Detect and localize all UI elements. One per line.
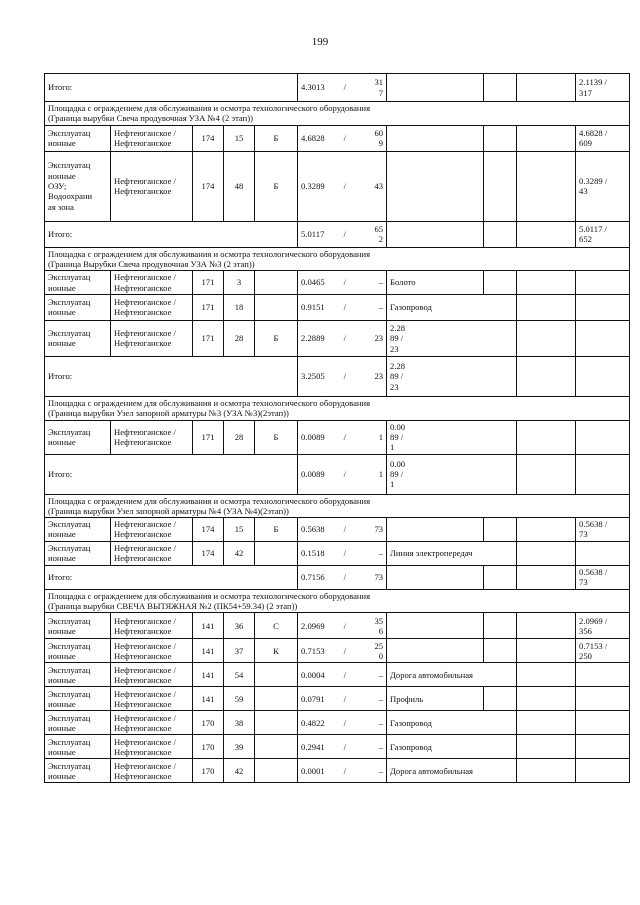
area-separator: / <box>343 228 346 239</box>
area-value: 0.0089 <box>301 431 325 442</box>
area-volume: 1 <box>378 468 384 479</box>
area-cell <box>298 420 387 454</box>
forestry-cell: Нефтеюганское / Нефтеюганское <box>111 125 193 151</box>
section-title <box>45 494 630 518</box>
empty-cell <box>517 518 576 542</box>
empty-cell <box>517 735 576 759</box>
area-value: 0.1518 <box>301 548 325 559</box>
area-cell <box>298 639 387 663</box>
page-number: 199 <box>311 36 329 48</box>
area-volume: 60 9 <box>374 127 384 149</box>
table-row <box>45 420 630 454</box>
area-cell <box>298 565 387 589</box>
area-cell <box>298 687 387 711</box>
category-cell <box>255 294 298 320</box>
area-volume: 1 <box>378 431 384 442</box>
quarter-cell: 171 <box>193 271 224 295</box>
volume-total-cell: 0.5638 / 73 <box>576 565 630 589</box>
area-cell <box>298 613 387 639</box>
area-cell <box>298 221 387 247</box>
area-separator: / <box>343 82 347 93</box>
table-row <box>45 613 630 639</box>
allotment-cell: 39 <box>224 735 255 759</box>
category-cell: Б <box>255 125 298 151</box>
section-title-line: (Граница вырубки Свеча продувочная УЗА №4 (2 этап)) <box>48 113 253 124</box>
land-category-cell: Эксплуатац ионные <box>45 759 111 783</box>
object-cell <box>387 151 484 221</box>
object-cell: 2.28 89 / 23 <box>387 356 517 396</box>
object-cell: Болото <box>387 271 484 295</box>
quarter-cell: 171 <box>193 320 224 356</box>
empty-cell <box>484 687 517 711</box>
empty-cell <box>484 151 517 221</box>
allotment-cell: 15 <box>224 518 255 542</box>
category-cell <box>255 759 298 783</box>
category-cell <box>255 663 298 687</box>
empty-cell <box>517 271 576 295</box>
forestry-cell: Нефтеюганское / Нефтеюганское <box>111 663 193 687</box>
category-cell <box>255 711 298 735</box>
object-cell <box>387 639 484 663</box>
area-separator: / <box>343 717 347 728</box>
area-value: 2.0969 <box>301 620 325 631</box>
section-title <box>45 247 630 271</box>
table-row <box>45 518 630 542</box>
area-volume: – <box>378 277 384 288</box>
empty-cell <box>484 74 517 102</box>
area-separator: / <box>343 524 347 535</box>
section-title <box>45 102 630 126</box>
category-cell: С <box>255 613 298 639</box>
forestry-cell: Нефтеюганское / Нефтеюганское <box>111 639 193 663</box>
table-row <box>45 125 630 151</box>
volume-total-cell <box>576 454 630 494</box>
table-row <box>45 541 630 565</box>
quarter-cell: 170 <box>193 735 224 759</box>
area-cell <box>298 759 387 783</box>
area-cell <box>298 125 387 151</box>
allotment-cell: 15 <box>224 125 255 151</box>
forestry-cell: Нефтеюганское / Нефтеюганское <box>111 294 193 320</box>
area-separator: / <box>343 431 347 442</box>
area-volume: 73 <box>374 572 384 583</box>
total-label: Итого: <box>45 356 298 396</box>
area-value: 0.0001 <box>301 765 325 776</box>
object-cell: Газопровод <box>387 294 517 320</box>
section-title-line: Площадка с ограждением для обслуживания и осмотра технологического оборудования <box>48 397 371 408</box>
section-title-line: Площадка с ограждением для обслуживания и осмотра технологического оборудования <box>48 248 371 259</box>
forest-area-table <box>44 73 630 783</box>
forestry-cell: Нефтеюганское / Нефтеюганское <box>111 518 193 542</box>
area-value: 0.0089 <box>301 468 325 479</box>
object-cell <box>387 613 484 639</box>
category-cell <box>255 735 298 759</box>
area-separator: / <box>343 333 347 344</box>
quarter-cell: 171 <box>193 294 224 320</box>
volume-total-cell <box>576 294 630 320</box>
area-value: 4.6828 <box>301 132 325 143</box>
table-row <box>45 687 630 711</box>
category-cell: К <box>255 639 298 663</box>
empty-cell <box>517 541 576 565</box>
empty-cell <box>517 221 576 247</box>
quarter-cell: 174 <box>193 541 224 565</box>
empty-cell <box>517 613 576 639</box>
allotment-cell: 54 <box>224 663 255 687</box>
empty-cell <box>517 74 576 102</box>
area-value: 0.4822 <box>301 717 325 728</box>
object-cell: Дорога автомобильная <box>387 663 517 687</box>
forestry-cell: Нефтеюганское / Нефтеюганское <box>111 759 193 783</box>
area-separator: / <box>343 132 347 143</box>
table-row <box>45 294 630 320</box>
forestry-cell: Нефтеюганское / Нефтеюганское <box>111 271 193 295</box>
area-separator: / <box>343 277 347 288</box>
volume-total-cell <box>576 420 630 454</box>
object-cell <box>387 565 484 589</box>
category-cell <box>255 541 298 565</box>
table-row <box>45 663 630 687</box>
area-cell <box>298 271 387 295</box>
object-cell: Газопровод <box>387 711 517 735</box>
total-row <box>45 221 630 247</box>
allotment-cell: 42 <box>224 759 255 783</box>
area-separator: / <box>343 669 347 680</box>
section-title-line: (Граница вырубки Узел запорной арматуры №3 (УЗА №3)(2этап)) <box>48 408 289 419</box>
section-title <box>45 396 630 420</box>
forestry-cell: Нефтеюганское / Нефтеюганское <box>111 613 193 639</box>
volume-total-cell: 0.5638 / 73 <box>576 518 630 542</box>
empty-cell <box>484 565 517 589</box>
area-value: 0.0004 <box>301 669 325 680</box>
total-label: Итого: <box>45 454 298 494</box>
area-value: 0.5638 <box>301 524 325 535</box>
area-cell <box>298 663 387 687</box>
volume-total-cell <box>576 687 630 711</box>
section-header-row <box>45 589 630 613</box>
forestry-cell: Нефтеюганское / Нефтеюганское <box>111 687 193 711</box>
quarter-cell: 141 <box>193 613 224 639</box>
area-volume: – <box>378 717 384 728</box>
category-cell: Б <box>255 518 298 542</box>
area-value: 0.9151 <box>301 302 325 313</box>
object-cell: Линия электропередач <box>387 541 517 565</box>
empty-cell <box>517 687 576 711</box>
object-cell <box>387 74 484 102</box>
allotment-cell: 38 <box>224 711 255 735</box>
empty-cell <box>484 613 517 639</box>
area-value: 0.0791 <box>301 693 325 704</box>
empty-cell <box>484 271 517 295</box>
area-cell <box>298 454 387 494</box>
table-row <box>45 151 630 221</box>
section-title-line: Площадка с ограждением для обслуживания и осмотра технологического оборудования <box>48 495 371 506</box>
total-label: Итого: <box>45 74 298 102</box>
section-title-line: (Граница Вырубки Свеча продувочная УЗА №3 (2 этап)) <box>48 258 255 269</box>
area-cell <box>298 518 387 542</box>
forestry-cell: Нефтеюганское / Нефтеюганское <box>111 711 193 735</box>
land-category-cell: Эксплуатац ионные ОЗУ; Водоохрани ая зона <box>45 151 111 221</box>
area-cell <box>298 74 387 102</box>
area-cell <box>298 541 387 565</box>
empty-cell <box>517 356 576 396</box>
land-category-cell: Эксплуатац ионные <box>45 125 111 151</box>
area-separator: / <box>343 741 347 752</box>
empty-cell <box>517 759 576 783</box>
land-category-cell: Эксплуатац ионные <box>45 687 111 711</box>
volume-total-cell <box>576 356 630 396</box>
object-cell: 0.00 89 / 1 <box>387 420 517 454</box>
land-category-cell: Эксплуатац ионные <box>45 294 111 320</box>
quarter-cell: 170 <box>193 759 224 783</box>
quarter-cell: 141 <box>193 687 224 711</box>
land-category-cell: Эксплуатац ионные <box>45 518 111 542</box>
quarter-cell: 174 <box>193 125 224 151</box>
volume-total-cell <box>576 541 630 565</box>
empty-cell <box>517 294 576 320</box>
land-category-cell: Эксплуатац ионные <box>45 541 111 565</box>
table-row <box>45 759 630 783</box>
empty-cell <box>484 639 517 663</box>
object-cell <box>387 518 484 542</box>
empty-cell <box>517 565 576 589</box>
volume-total-cell <box>576 735 630 759</box>
table-row <box>45 711 630 735</box>
total-row <box>45 565 630 589</box>
total-label: Итого: <box>45 221 298 247</box>
section-title-line: (Граница вырубки Узел запорной арматуры №4 (УЗА №4)(2этап)) <box>48 505 289 516</box>
category-cell <box>255 687 298 711</box>
section-title-line: (Граница вырубки СВЕЧА ВЫТЯЖНАЯ №2 (ПК54+59.34) (2 этап)) <box>48 601 298 612</box>
forestry-cell: Нефтеюганское / Нефтеюганское <box>111 735 193 759</box>
table-row <box>45 271 630 295</box>
quarter-cell: 174 <box>193 151 224 221</box>
volume-total-cell <box>576 271 630 295</box>
area-value: 2.2889 <box>301 333 325 344</box>
land-category-cell: Эксплуатац ионные <box>45 271 111 295</box>
forestry-cell: Нефтеюганское / Нефтеюганское <box>111 420 193 454</box>
area-volume: – <box>378 548 384 559</box>
area-value: 5.0117 <box>301 228 325 239</box>
empty-cell <box>484 125 517 151</box>
volume-total-cell <box>576 663 630 687</box>
volume-total-cell: 0.7153 / 250 <box>576 639 630 663</box>
empty-cell <box>517 711 576 735</box>
area-separator: / <box>343 371 347 382</box>
empty-cell <box>484 221 517 247</box>
area-separator: / <box>343 302 347 313</box>
empty-cell <box>517 663 576 687</box>
empty-cell <box>517 125 576 151</box>
area-volume: – <box>378 302 384 313</box>
area-separator: / <box>343 765 347 776</box>
area-volume: – <box>378 765 384 776</box>
section-header-row <box>45 396 630 420</box>
empty-cell <box>517 151 576 221</box>
area-separator: / <box>343 645 347 656</box>
quarter-cell: 171 <box>193 420 224 454</box>
quarter-cell: 170 <box>193 711 224 735</box>
volume-total-cell <box>576 711 630 735</box>
area-cell <box>298 356 387 396</box>
forestry-cell: Нефтеюганское / Нефтеюганское <box>111 151 193 221</box>
land-category-cell: Эксплуатац ионные <box>45 663 111 687</box>
area-separator: / <box>343 180 347 191</box>
total-row <box>45 454 630 494</box>
section-header-row <box>45 102 630 126</box>
area-separator: / <box>343 572 347 583</box>
section-title-line: Площадка с ограждением для обслуживания и осмотра технологического оборудования <box>48 590 371 601</box>
object-cell: Дорога автомобильная <box>387 759 517 783</box>
area-value: 3.2505 <box>301 371 325 382</box>
area-value: 0.7156 <box>301 572 325 583</box>
table-row <box>45 735 630 759</box>
object-cell: 0.00 89 / 1 <box>387 454 517 494</box>
category-cell: Б <box>255 320 298 356</box>
quarter-cell: 174 <box>193 518 224 542</box>
object-cell: 2.28 89 / 23 <box>387 320 517 356</box>
area-value: 0.0465 <box>301 277 325 288</box>
area-value: 4.3013 <box>301 82 325 93</box>
object-cell: Профиль <box>387 687 484 711</box>
allotment-cell: 59 <box>224 687 255 711</box>
object-cell: Газопровод <box>387 735 517 759</box>
area-volume: 73 <box>374 524 384 535</box>
quarter-cell: 141 <box>193 663 224 687</box>
area-volume: 23 <box>374 371 384 382</box>
area-separator: / <box>343 693 347 704</box>
area-separator: / <box>343 468 347 479</box>
allotment-cell: 42 <box>224 541 255 565</box>
area-volume: 31 7 <box>374 77 384 98</box>
area-value: 0.3289 <box>301 180 325 191</box>
area-volume: – <box>378 693 384 704</box>
land-category-cell: Эксплуатац ионные <box>45 613 111 639</box>
volume-total-cell <box>576 759 630 783</box>
forestry-cell: Нефтеюганское / Нефтеюганское <box>111 541 193 565</box>
empty-cell <box>517 420 576 454</box>
empty-cell <box>517 320 576 356</box>
table-row <box>45 639 630 663</box>
area-separator: / <box>343 620 347 631</box>
section-header-row <box>45 494 630 518</box>
total-row <box>45 356 630 396</box>
land-category-cell: Эксплуатац ионные <box>45 420 111 454</box>
empty-cell <box>484 518 517 542</box>
allotment-cell: 3 <box>224 271 255 295</box>
section-title-line: Площадка с ограждением для обслуживания и осмотра технологического оборудования <box>48 103 371 113</box>
category-cell: Б <box>255 151 298 221</box>
category-cell <box>255 271 298 295</box>
area-volume: 23 <box>374 333 384 344</box>
object-cell <box>387 125 484 151</box>
allotment-cell: 28 <box>224 320 255 356</box>
land-category-cell: Эксплуатац ионные <box>45 639 111 663</box>
allotment-cell: 37 <box>224 639 255 663</box>
land-category-cell: Эксплуатац ионные <box>45 711 111 735</box>
allotment-cell: 36 <box>224 613 255 639</box>
empty-cell <box>517 454 576 494</box>
empty-cell <box>517 639 576 663</box>
area-volume: 25 0 <box>374 640 384 661</box>
section-title <box>45 589 630 613</box>
land-category-cell: Эксплуатац ионные <box>45 320 111 356</box>
area-separator: / <box>343 548 347 559</box>
area-volume: 35 6 <box>374 615 384 636</box>
area-volume: 43 <box>374 180 384 191</box>
land-category-cell: Эксплуатац ионные <box>45 735 111 759</box>
area-cell <box>298 320 387 356</box>
quarter-cell: 141 <box>193 639 224 663</box>
area-volume: 65 2 <box>374 223 384 245</box>
area-volume: – <box>378 669 384 680</box>
table-row <box>45 320 630 356</box>
area-cell <box>298 294 387 320</box>
area-value: 0.2941 <box>301 741 325 752</box>
table-body <box>45 74 630 783</box>
volume-total-cell: 2.0969 / 356 <box>576 613 630 639</box>
volume-total-cell: 5.0117 / 652 <box>576 221 630 247</box>
volume-total-cell <box>576 320 630 356</box>
volume-total-cell: 0.3289 / 43 <box>576 151 630 221</box>
total-label: Итого: <box>45 565 298 589</box>
allotment-cell: 18 <box>224 294 255 320</box>
allotment-cell: 28 <box>224 420 255 454</box>
area-value: 0.7153 <box>301 645 325 656</box>
area-cell <box>298 735 387 759</box>
volume-total-cell: 4.6828 / 609 <box>576 125 630 151</box>
category-cell: Б <box>255 420 298 454</box>
object-cell <box>387 221 484 247</box>
volume-total-cell: 2.1139 / 317 <box>576 74 630 102</box>
area-volume: – <box>378 741 384 752</box>
allotment-cell: 48 <box>224 151 255 221</box>
forestry-cell: Нефтеюганское / Нефтеюганское <box>111 320 193 356</box>
area-cell <box>298 711 387 735</box>
section-header-row <box>45 247 630 271</box>
total-row <box>45 74 630 102</box>
area-cell <box>298 151 387 221</box>
